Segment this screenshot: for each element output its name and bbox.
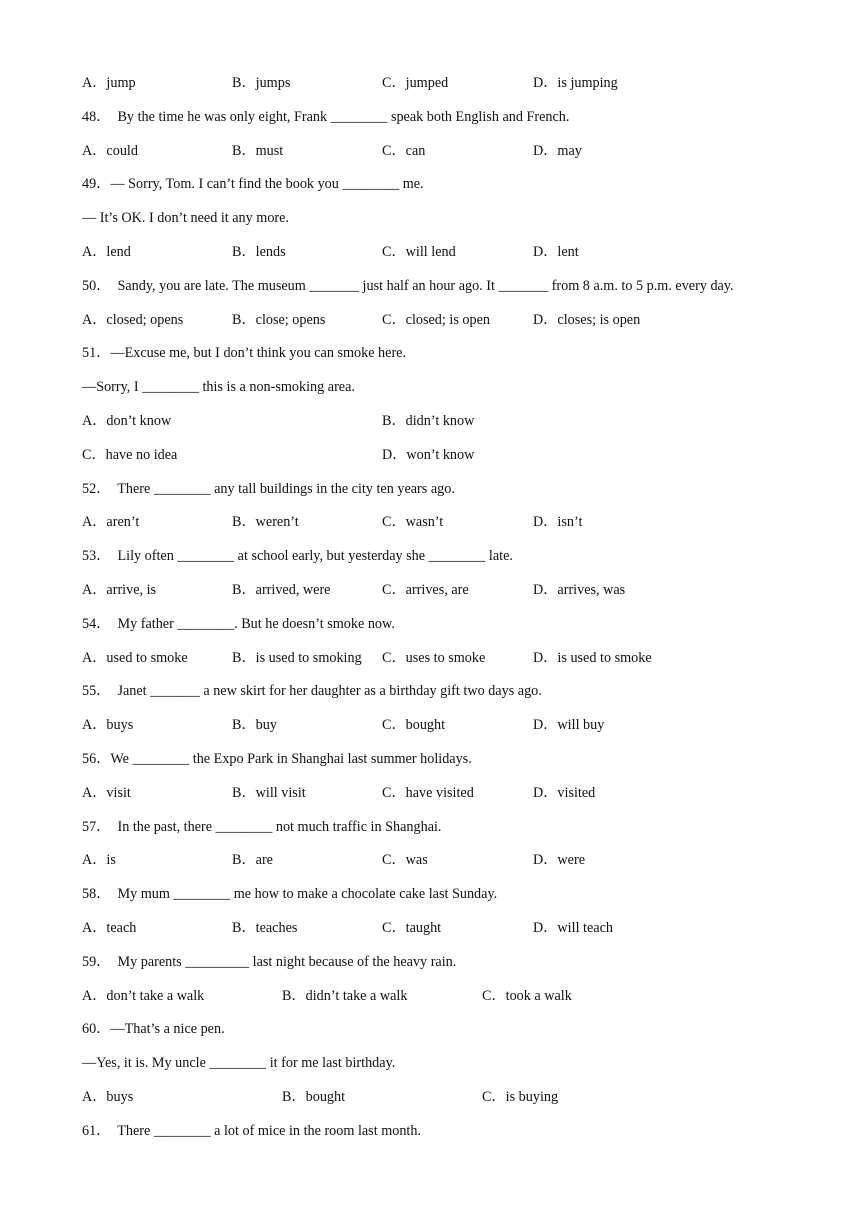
q54-option-b: B．is used to smoking	[232, 650, 362, 666]
question-48: 48． By the time he was only eight, Frank ________ speak both English and French.	[82, 109, 570, 125]
q54-option-d: D．is used to smoke	[533, 650, 652, 666]
q51-option-c: C．have no idea	[82, 447, 178, 463]
q53-option-d: D．arrives, was	[533, 582, 626, 598]
q57-option-b: B．are	[232, 852, 273, 868]
q60-option-b: B．bought	[282, 1089, 346, 1105]
q48-option-d: D．may	[533, 143, 582, 159]
q55-option-c: C．bought	[382, 717, 446, 733]
question-56: 56．We ________ the Expo Park in Shanghai last summer holidays.	[82, 751, 472, 767]
q53-option-c: C．arrives, are	[382, 582, 469, 598]
question-49-reply: — It’s OK. I don’t need it any more.	[82, 210, 289, 226]
question-51: 51．—Excuse me, but I don’t think you can smoke here.	[82, 345, 407, 361]
q60-option-a: A．buys	[82, 1089, 134, 1105]
q54-option-a: A．used to smoke	[82, 650, 188, 666]
q57-option-c: C．was	[382, 852, 428, 868]
q57-option-d: D．were	[533, 852, 585, 868]
q55-option-b: B．buy	[232, 717, 277, 733]
q50-option-d: D．closes; is open	[533, 312, 641, 328]
question-54: 54． My father ________. But he doesn’t smoke now.	[82, 616, 395, 632]
q52-option-b: B．weren’t	[232, 514, 299, 530]
q47-option-c: C．jumped	[382, 75, 449, 91]
q58-option-b: B．teaches	[232, 920, 298, 936]
question-53: 53． Lily often ________ at school early, but yesterday she ________ late.	[82, 548, 513, 564]
q52-option-d: D．isn’t	[533, 514, 583, 530]
q59-option-c: C．took a walk	[482, 988, 572, 1004]
q53-option-a: A．arrive, is	[82, 582, 157, 598]
q52-option-a: A．aren’t	[82, 514, 140, 530]
q48-option-b: B．must	[232, 143, 284, 159]
question-50: 50． Sandy, you are late. The museum _______ just half an hour ago. It _______ from 8 a.m. to 5 p.m. every day.	[82, 278, 734, 294]
question-59: 59． My parents _________ last night because of the heavy rain.	[82, 954, 457, 970]
q59-option-b: B．didn’t take a walk	[282, 988, 408, 1004]
q60-option-c: C．is buying	[482, 1089, 559, 1105]
q58-option-a: A．teach	[82, 920, 137, 936]
q48-option-a: A．could	[82, 143, 138, 159]
question-58: 58． My mum ________ me how to make a chocolate cake last Sunday.	[82, 886, 498, 902]
q51-option-d: D．won’t know	[382, 447, 475, 463]
question-61: 61． There ________ a lot of mice in the room last month.	[82, 1123, 421, 1139]
q49-option-d: D．lent	[533, 244, 579, 260]
q58-option-c: C．taught	[382, 920, 442, 936]
question-49: 49．— Sorry, Tom. I can’t find the book you ________ me.	[82, 176, 424, 192]
q57-option-a: A．is	[82, 852, 116, 868]
q55-option-a: A．buys	[82, 717, 134, 733]
q49-option-c: C．will lend	[382, 244, 456, 260]
q52-option-c: C．wasn’t	[382, 514, 444, 530]
q47-option-d: D．is jumping	[533, 75, 618, 91]
q51-option-b: B．didn’t know	[382, 413, 475, 429]
q49-option-a: A．lend	[82, 244, 131, 260]
q58-option-d: D．will teach	[533, 920, 613, 936]
q56-option-b: B．will visit	[232, 785, 306, 801]
q59-option-a: A．don’t take a walk	[82, 988, 205, 1004]
q53-option-b: B．arrived, were	[232, 582, 331, 598]
question-55: 55． Janet _______ a new skirt for her daughter as a birthday gift two days ago.	[82, 683, 542, 699]
question-60: 60．—That’s a nice pen.	[82, 1021, 225, 1037]
q56-option-c: C．have visited	[382, 785, 474, 801]
question-57: 57． In the past, there ________ not much traffic in Shanghai.	[82, 819, 442, 835]
q51-option-a: A．don’t know	[82, 413, 172, 429]
q56-option-d: D．visited	[533, 785, 596, 801]
question-52: 52． There ________ any tall buildings in the city ten years ago.	[82, 481, 455, 497]
q55-option-d: D．will buy	[533, 717, 605, 733]
q47-option-b: B．jumps	[232, 75, 291, 91]
question-51-reply: —Sorry, I ________ this is a non-smoking area.	[82, 379, 355, 395]
q48-option-c: C．can	[382, 143, 426, 159]
q50-option-b: B．close; opens	[232, 312, 326, 328]
q54-option-c: C．uses to smoke	[382, 650, 486, 666]
q50-option-c: C．closed; is open	[382, 312, 490, 328]
q50-option-a: A．closed; opens	[82, 312, 184, 328]
question-60-reply: —Yes, it is. My uncle ________ it for me last birthday.	[82, 1055, 396, 1071]
q56-option-a: A．visit	[82, 785, 131, 801]
q49-option-b: B．lends	[232, 244, 286, 260]
q47-option-a: A．jump	[82, 75, 136, 91]
